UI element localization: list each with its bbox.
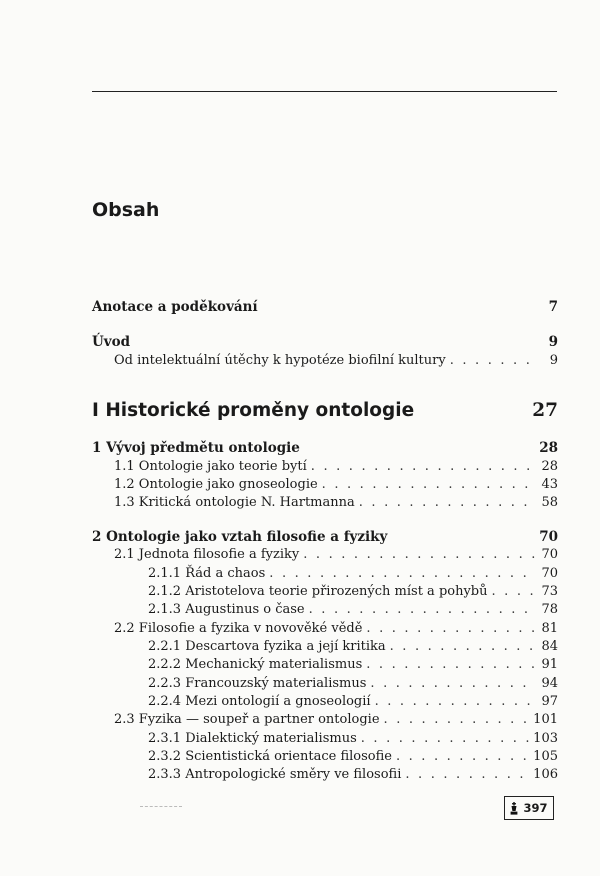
page-number: 397: [523, 801, 548, 815]
toc-entry-page: 28: [539, 440, 558, 456]
toc-part-title: I Historické proměny ontologie: [92, 400, 415, 421]
toc-entry-title: 2.1.3 Augustinus o čase: [148, 602, 305, 617]
dot-leader: [371, 694, 536, 709]
dot-leader: [386, 639, 536, 654]
toc-entry-page: 103: [533, 731, 558, 746]
page-title: Obsah: [92, 199, 160, 221]
toc-entry-title: 2.2.3 Francouzský materialismus: [148, 676, 367, 691]
toc-chapter-2[interactable]: [92, 529, 558, 545]
toc-entry-2-3-2[interactable]: [92, 749, 558, 764]
toc-entry-title: 2.3.1 Dialektický materialismus: [148, 731, 357, 746]
toc-entry-title: 2.1 Jednota filosofie a fyziky: [114, 547, 300, 562]
dot-leader: [357, 731, 533, 746]
dot-leader: [362, 621, 536, 636]
toc-entry-title: 2.2.4 Mezi ontologií a gnoseologií: [148, 694, 371, 709]
toc-entry-page: 28: [541, 459, 558, 474]
toc-entry-title: 2.1.2 Aristotelova teorie přirozených míst a pohybů: [148, 584, 488, 599]
toc-entry-page: 70: [541, 566, 558, 581]
toc-entry-page: 94: [541, 676, 558, 691]
toc-entry-1-3[interactable]: [92, 495, 558, 510]
dot-leader: [307, 459, 536, 474]
top-rule: [92, 91, 557, 92]
dot-leader: [299, 547, 536, 562]
toc-entry-2-2-4[interactable]: [92, 694, 558, 709]
toc-entry-title: 2.3.2 Scientistická orientace filosofie: [148, 749, 392, 764]
toc-entry-title: 1.1 Ontologie jako teorie bytí: [114, 459, 307, 474]
dot-leader: [265, 566, 536, 581]
toc-entry-title: 2.2.1 Descartova fyzika a její kritika: [148, 639, 386, 654]
toc-entry-title: 1 Vývoj předmětu ontologie: [92, 440, 300, 456]
toc-part-1[interactable]: [92, 400, 558, 421]
toc-entry-2-3-1[interactable]: [92, 731, 558, 746]
toc-entry-page: 9: [548, 334, 558, 350]
toc-entry-2-1[interactable]: [92, 547, 558, 562]
toc-entry-uvod-sub[interactable]: [92, 353, 558, 368]
page-number-stamp: [504, 796, 554, 820]
toc-entry-title: 2 Ontologie jako vztah filosofie a fyziky: [92, 529, 388, 545]
toc-entry-title: 1.2 Ontologie jako gnoseologie: [114, 477, 318, 492]
toc-entry-page: 81: [541, 621, 558, 636]
toc-entry-uvod[interactable]: [92, 334, 558, 350]
toc-entry-2-1-2[interactable]: [92, 584, 558, 599]
toc-entry-page: 58: [541, 495, 558, 510]
dot-leader: [488, 584, 537, 599]
toc-entry-page: 91: [541, 657, 558, 672]
dot-leader: [305, 602, 536, 617]
scan-smudge: [140, 806, 182, 807]
toc-entry-page: 101: [533, 712, 558, 727]
toc-entry-2-1-3[interactable]: [92, 602, 558, 617]
toc-entry-title: 2.2.2 Mechanický materialismus: [148, 657, 363, 672]
toc-entry-2-2[interactable]: [92, 621, 558, 636]
toc-entry-page: 97: [541, 694, 558, 709]
dot-leader: [318, 477, 536, 492]
toc-entry-title: 2.3.3 Antropologické směry ve filosofii: [148, 767, 402, 782]
dot-leader: [380, 712, 534, 727]
toc-entry-page: 7: [548, 299, 558, 315]
toc-entry-page: 73: [541, 584, 558, 599]
toc-entry-page: 106: [533, 767, 558, 782]
toc-entry-title: Úvod: [92, 334, 131, 350]
toc-entry-2-3[interactable]: [92, 712, 558, 727]
toc-entry-page: 70: [541, 547, 558, 562]
toc-entry-page: 70: [539, 529, 558, 545]
toc-entry-title: 2.2 Filosofie a fyzika v novověké vědě: [114, 621, 363, 636]
toc-entry-2-2-2[interactable]: [92, 657, 558, 672]
dot-leader: [401, 767, 533, 782]
toc-chapter-1[interactable]: [92, 440, 558, 456]
toc-entry-2-2-1[interactable]: [92, 639, 558, 654]
toc-entry-title: Od intelektuální útěchy k hypotéze biofilní kultury: [114, 353, 446, 368]
dot-leader: [392, 749, 533, 764]
toc-entry-page: 78: [541, 602, 558, 617]
toc-entry-2-3-3[interactable]: [92, 767, 558, 782]
toc-entry-1-2[interactable]: [92, 477, 558, 492]
toc-entry-page: 105: [533, 749, 558, 764]
dot-leader: [362, 657, 536, 672]
toc-entry-title: 2.1.1 Řád a chaos: [148, 566, 266, 581]
toc-entry-title: 2.3 Fyzika — soupeř a partner ontologie: [114, 712, 380, 727]
toc-entry-title: 1.3 Kritická ontologie N. Hartmanna: [114, 495, 355, 510]
toc-entry-title: Anotace a poděkování: [92, 299, 258, 315]
dot-leader: [355, 495, 536, 510]
dot-leader: [366, 676, 536, 691]
toc-entry-2-2-3[interactable]: [92, 676, 558, 691]
dot-leader: [446, 353, 536, 368]
toc-entry-page: 43: [541, 477, 558, 492]
toc-part-page: 27: [532, 400, 558, 421]
toc-entry-2-1-1[interactable]: [92, 566, 558, 581]
toc-entry-page: 9: [549, 353, 558, 368]
toc-entry-page: 84: [541, 639, 558, 654]
toc-entry-1-1[interactable]: [92, 459, 558, 474]
chess-king-icon: [510, 802, 518, 815]
toc-entry-anotace[interactable]: [92, 299, 558, 315]
